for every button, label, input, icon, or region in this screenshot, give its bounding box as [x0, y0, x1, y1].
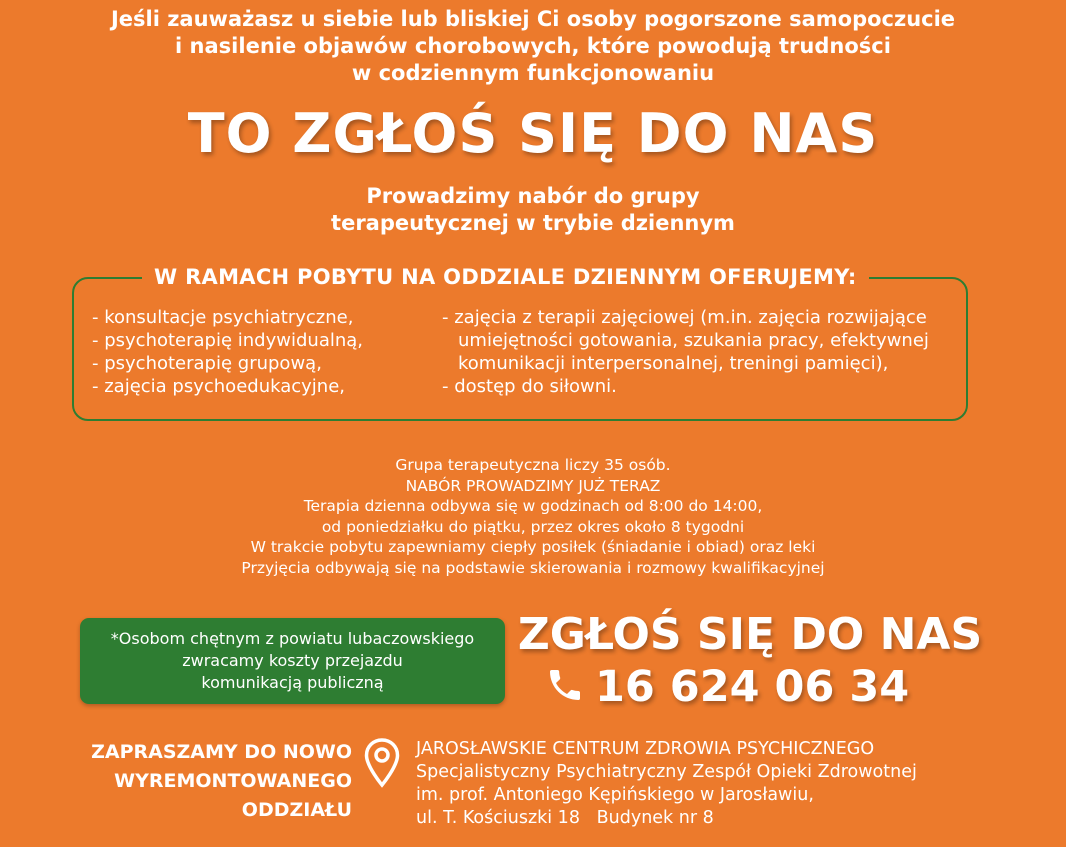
invite-text	[80, 738, 352, 825]
transport-note-line: zwracamy koszty przejazdu	[182, 651, 403, 670]
info-line: W trakcie pobytu zapewniamy ciepły posiłek (śniadanie i obiad) oraz leki	[250, 538, 816, 556]
location-pin-icon	[362, 737, 402, 793]
offer-title: W RAMACH POBYTU NA ODDZIALE DZIENNYM OFERUJEMY:	[142, 262, 869, 292]
address-line: im. prof. Antoniego Kępińskiego w Jarosławiu,	[416, 785, 814, 805]
info-line: Przyjęcia odbywają się na podstawie skierowania i rozmowy kwalifikacyjnej	[241, 558, 825, 577]
offer-item: - zajęcia psychoedukacyjne,	[92, 376, 345, 397]
info-line: Terapia dzienna odbywa się w godzinach od 8:00 do 14:00,	[303, 497, 763, 515]
phone-icon	[545, 665, 585, 709]
transport-note-line: komunikacją publiczną	[201, 673, 384, 692]
subheadline-line: terapeutycznej w trybie dziennym	[331, 211, 735, 235]
offer-list-right	[442, 306, 962, 398]
program-info	[0, 455, 1066, 578]
subheadline	[0, 183, 1066, 237]
intro-line: w codziennym funkcjonowaniu	[351, 61, 715, 85]
intro-line: i nasilenie objawów chorobowych, które powodują trudności	[175, 34, 891, 58]
transport-note-line: *Osobom chętnym z powiatu lubaczowskiego	[110, 629, 475, 648]
offer-item-continuation: komunikacji interpersonalnej, treningi pamięci),	[458, 353, 889, 374]
address-block	[416, 738, 1056, 830]
cta-heading: ZGŁOŚ SIĘ DO NAS	[517, 609, 983, 660]
offer-item: - dostęp do siłowni.	[442, 376, 617, 397]
offer-item: - psychoterapię grupową,	[92, 353, 322, 374]
info-line: Grupa terapeutyczna liczy 35 osób.	[395, 456, 671, 474]
transport-note	[111, 628, 474, 694]
invite-line: ZAPRASZAMY DO NOWO	[91, 741, 352, 763]
headline: TO ZGŁOŚ SIĘ DO NAS	[187, 102, 879, 165]
offer-item: - konsultacje psychiatryczne,	[92, 307, 354, 328]
info-line: NABÓR PROWADZIMY JUŻ TERAZ	[405, 476, 661, 495]
offer-item-continuation: umiejętności gotowania, szukania pracy, efektywnej	[458, 330, 929, 351]
intro-text	[0, 6, 1066, 87]
intro-line: Jeśli zauważasz u siebie lub bliskiej Ci osoby pogorszone samopoczucie	[110, 7, 956, 31]
invite-line: WYREMONTOWANEGO	[114, 770, 352, 792]
subheadline-line: Prowadzimy nabór do grupy	[366, 184, 700, 208]
info-line: od poniedziałku do piątku, przez okres około 8 tygodni	[321, 517, 745, 536]
address-line: ul. T. Kościuszki 18 Budynek nr 8	[416, 808, 714, 828]
transport-note-box	[80, 618, 505, 704]
offer-list-left	[92, 306, 432, 398]
address-line: JAROSŁAWSKIE CENTRUM ZDROWIA PSYCHICZNEGO	[416, 739, 875, 759]
phone-contact[interactable]	[545, 662, 909, 712]
address-line: Specjalistyczny Psychiatryczny Zespół Opieki Zdrowotnej	[416, 762, 917, 782]
invite-line: ODDZIAŁU	[241, 799, 352, 821]
phone-number[interactable]: 16 624 06 34	[595, 662, 910, 712]
offer-item: - zajęcia z terapii zajęciowej (m.in. zajęcia rozwijające	[442, 307, 927, 328]
offer-item: - psychoterapię indywidualną,	[92, 330, 364, 351]
